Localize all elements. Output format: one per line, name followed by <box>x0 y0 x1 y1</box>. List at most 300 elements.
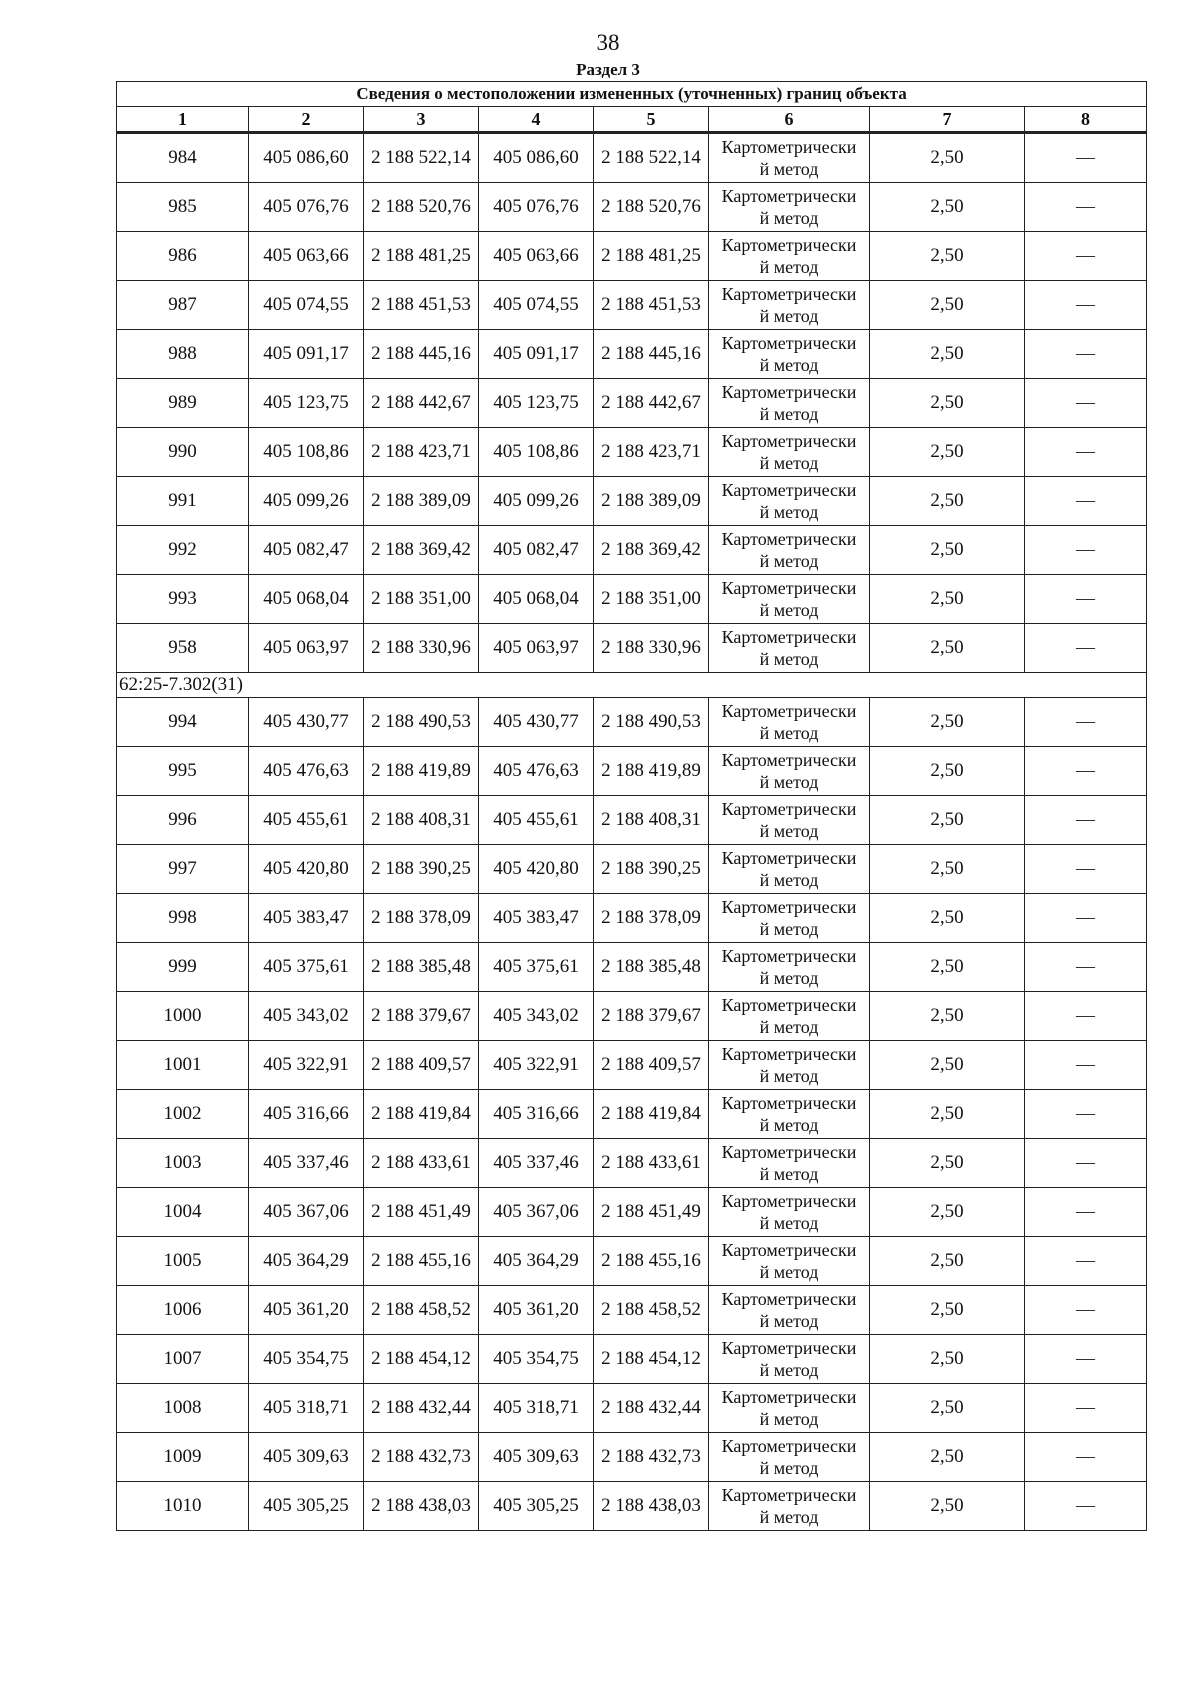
method-line: Картометрически <box>721 897 857 917</box>
table-row <box>117 1384 1147 1433</box>
method-line: й метод <box>759 1458 819 1478</box>
method-line: Картометрически <box>721 186 857 206</box>
point-number: 992 <box>117 526 249 575</box>
table-row <box>117 477 1147 526</box>
point-number: 994 <box>117 698 249 747</box>
table-row <box>117 894 1147 943</box>
column-header-row <box>117 107 1147 133</box>
description: — <box>1025 183 1147 232</box>
column-header: 5 <box>594 107 709 133</box>
method-line: й метод <box>759 1017 819 1037</box>
x-existing: 405 383,47 <box>249 894 364 943</box>
y-refined: 2 188 409,57 <box>594 1041 709 1090</box>
point-number: 1002 <box>117 1090 249 1139</box>
y-refined: 2 188 442,67 <box>594 379 709 428</box>
accuracy: 2,50 <box>870 845 1025 894</box>
x-refined: 405 367,06 <box>479 1188 594 1237</box>
x-refined: 405 420,80 <box>479 845 594 894</box>
y-existing: 2 188 442,67 <box>364 379 479 428</box>
x-existing: 405 343,02 <box>249 992 364 1041</box>
coordinates-table <box>116 81 1147 1531</box>
table-row <box>117 183 1147 232</box>
table-row <box>117 1433 1147 1482</box>
method-line: Картометрически <box>721 1093 857 1113</box>
y-refined: 2 188 520,76 <box>594 183 709 232</box>
accuracy: 2,50 <box>870 747 1025 796</box>
table-row <box>117 943 1147 992</box>
method-line: й метод <box>759 1311 819 1331</box>
y-existing: 2 188 389,09 <box>364 477 479 526</box>
x-existing: 405 354,75 <box>249 1335 364 1384</box>
y-refined: 2 188 419,89 <box>594 747 709 796</box>
method-line: й метод <box>759 306 819 326</box>
y-refined: 2 188 385,48 <box>594 943 709 992</box>
y-existing: 2 188 432,44 <box>364 1384 479 1433</box>
table-row <box>117 133 1147 183</box>
table-row <box>117 428 1147 477</box>
point-number: 1005 <box>117 1237 249 1286</box>
method-cell <box>709 845 870 894</box>
method-line: Картометрически <box>721 1142 857 1162</box>
column-header: 7 <box>870 107 1025 133</box>
method-cell <box>709 992 870 1041</box>
x-refined: 405 309,63 <box>479 1433 594 1482</box>
accuracy: 2,50 <box>870 698 1025 747</box>
accuracy: 2,50 <box>870 281 1025 330</box>
x-refined: 405 364,29 <box>479 1237 594 1286</box>
method-cell <box>709 428 870 477</box>
x-refined: 405 337,46 <box>479 1139 594 1188</box>
point-number: 1010 <box>117 1482 249 1531</box>
y-refined: 2 188 451,53 <box>594 281 709 330</box>
x-refined: 405 068,04 <box>479 575 594 624</box>
accuracy: 2,50 <box>870 183 1025 232</box>
x-existing: 405 337,46 <box>249 1139 364 1188</box>
y-existing: 2 188 458,52 <box>364 1286 479 1335</box>
x-refined: 405 108,86 <box>479 428 594 477</box>
accuracy: 2,50 <box>870 379 1025 428</box>
x-existing: 405 367,06 <box>249 1188 364 1237</box>
method-cell <box>709 330 870 379</box>
point-number: 987 <box>117 281 249 330</box>
method-line: Картометрически <box>721 1240 857 1260</box>
table-row <box>117 1286 1147 1335</box>
method-line: Картометрически <box>721 284 857 304</box>
method-line: Картометрически <box>721 1289 857 1309</box>
method-line: й метод <box>759 208 819 228</box>
method-line: Картометрически <box>721 1436 857 1456</box>
method-cell <box>709 1384 870 1433</box>
x-existing: 405 099,26 <box>249 477 364 526</box>
table-row <box>117 1041 1147 1090</box>
x-refined: 405 063,66 <box>479 232 594 281</box>
method-line: Картометрически <box>721 431 857 451</box>
table-row <box>117 1335 1147 1384</box>
description: — <box>1025 943 1147 992</box>
x-existing: 405 074,55 <box>249 281 364 330</box>
table-row <box>117 845 1147 894</box>
y-existing: 2 188 379,67 <box>364 992 479 1041</box>
method-cell <box>709 1286 870 1335</box>
column-header: 4 <box>479 107 594 133</box>
description: — <box>1025 1335 1147 1384</box>
description: — <box>1025 1286 1147 1335</box>
y-refined: 2 188 351,00 <box>594 575 709 624</box>
accuracy: 2,50 <box>870 1139 1025 1188</box>
method-line: й метод <box>759 1164 819 1184</box>
description: — <box>1025 1041 1147 1090</box>
method-cell <box>709 1237 870 1286</box>
point-number: 998 <box>117 894 249 943</box>
x-refined: 405 375,61 <box>479 943 594 992</box>
method-line: й метод <box>759 968 819 988</box>
y-refined: 2 188 432,44 <box>594 1384 709 1433</box>
description: — <box>1025 1139 1147 1188</box>
method-line: й метод <box>759 502 819 522</box>
accuracy: 2,50 <box>870 1433 1025 1482</box>
description: — <box>1025 1237 1147 1286</box>
method-cell <box>709 1041 870 1090</box>
description: — <box>1025 1090 1147 1139</box>
accuracy: 2,50 <box>870 624 1025 673</box>
method-line: й метод <box>759 723 819 743</box>
accuracy: 2,50 <box>870 330 1025 379</box>
x-existing: 405 322,91 <box>249 1041 364 1090</box>
x-existing: 405 063,97 <box>249 624 364 673</box>
method-cell <box>709 796 870 845</box>
description: — <box>1025 232 1147 281</box>
table-row <box>117 1237 1147 1286</box>
accuracy: 2,50 <box>870 1335 1025 1384</box>
method-cell <box>709 698 870 747</box>
accuracy: 2,50 <box>870 1188 1025 1237</box>
method-line: Картометрически <box>721 529 857 549</box>
y-refined: 2 188 419,84 <box>594 1090 709 1139</box>
method-line: й метод <box>759 1409 819 1429</box>
y-existing: 2 188 378,09 <box>364 894 479 943</box>
point-number: 988 <box>117 330 249 379</box>
x-refined: 405 455,61 <box>479 796 594 845</box>
table-row <box>117 330 1147 379</box>
method-line: й метод <box>759 600 819 620</box>
table-row <box>117 1188 1147 1237</box>
method-line: Картометрически <box>721 946 857 966</box>
x-existing: 405 316,66 <box>249 1090 364 1139</box>
method-line: й метод <box>759 821 819 841</box>
method-line: Картометрически <box>721 1387 857 1407</box>
x-refined: 405 354,75 <box>479 1335 594 1384</box>
table-row <box>117 796 1147 845</box>
method-cell <box>709 232 870 281</box>
x-refined: 405 361,20 <box>479 1286 594 1335</box>
x-existing: 405 318,71 <box>249 1384 364 1433</box>
method-line: Картометрически <box>721 1338 857 1358</box>
method-line: Картометрически <box>721 701 857 721</box>
y-refined: 2 188 369,42 <box>594 526 709 575</box>
column-header: 2 <box>249 107 364 133</box>
accuracy: 2,50 <box>870 1090 1025 1139</box>
point-number: 997 <box>117 845 249 894</box>
description: — <box>1025 992 1147 1041</box>
method-line: й метод <box>759 1507 819 1527</box>
description: — <box>1025 330 1147 379</box>
method-line: й метод <box>759 1360 819 1380</box>
description: — <box>1025 1384 1147 1433</box>
x-existing: 405 309,63 <box>249 1433 364 1482</box>
x-refined: 405 086,60 <box>479 133 594 183</box>
method-line: Картометрически <box>721 578 857 598</box>
x-existing: 405 375,61 <box>249 943 364 992</box>
table-title-row <box>117 82 1147 107</box>
point-number: 1006 <box>117 1286 249 1335</box>
point-number: 1008 <box>117 1384 249 1433</box>
x-refined: 405 063,97 <box>479 624 594 673</box>
y-existing: 2 188 419,89 <box>364 747 479 796</box>
y-existing: 2 188 419,84 <box>364 1090 479 1139</box>
method-line: Картометрически <box>721 750 857 770</box>
y-refined: 2 188 408,31 <box>594 796 709 845</box>
table-row <box>117 526 1147 575</box>
y-existing: 2 188 409,57 <box>364 1041 479 1090</box>
x-existing: 405 086,60 <box>249 133 364 183</box>
x-existing: 405 108,86 <box>249 428 364 477</box>
y-existing: 2 188 438,03 <box>364 1482 479 1531</box>
x-existing: 405 076,76 <box>249 183 364 232</box>
column-header: 3 <box>364 107 479 133</box>
table-row <box>117 281 1147 330</box>
method-line: й метод <box>759 870 819 890</box>
accuracy: 2,50 <box>870 894 1025 943</box>
method-cell <box>709 1188 870 1237</box>
point-number: 1001 <box>117 1041 249 1090</box>
y-refined: 2 188 458,52 <box>594 1286 709 1335</box>
accuracy: 2,50 <box>870 232 1025 281</box>
y-refined: 2 188 481,25 <box>594 232 709 281</box>
description: — <box>1025 133 1147 183</box>
method-cell <box>709 747 870 796</box>
y-refined: 2 188 522,14 <box>594 133 709 183</box>
description: — <box>1025 477 1147 526</box>
x-refined: 405 099,26 <box>479 477 594 526</box>
method-line: й метод <box>759 257 819 277</box>
method-line: Картометрически <box>721 1044 857 1064</box>
method-line: Картометрически <box>721 382 857 402</box>
method-cell <box>709 133 870 183</box>
method-cell <box>709 477 870 526</box>
y-refined: 2 188 455,16 <box>594 1237 709 1286</box>
y-existing: 2 188 445,16 <box>364 330 479 379</box>
point-number: 993 <box>117 575 249 624</box>
accuracy: 2,50 <box>870 428 1025 477</box>
method-line: й метод <box>759 1115 819 1135</box>
table-row <box>117 1090 1147 1139</box>
x-existing: 405 420,80 <box>249 845 364 894</box>
method-line: й метод <box>759 159 819 179</box>
y-existing: 2 188 351,00 <box>364 575 479 624</box>
y-refined: 2 188 379,67 <box>594 992 709 1041</box>
column-header: 1 <box>117 107 249 133</box>
table-row <box>117 232 1147 281</box>
x-existing: 405 305,25 <box>249 1482 364 1531</box>
method-cell <box>709 281 870 330</box>
y-refined: 2 188 432,73 <box>594 1433 709 1482</box>
description: — <box>1025 747 1147 796</box>
method-line: й метод <box>759 919 819 939</box>
x-refined: 405 316,66 <box>479 1090 594 1139</box>
point-number: 984 <box>117 133 249 183</box>
accuracy: 2,50 <box>870 796 1025 845</box>
point-number: 999 <box>117 943 249 992</box>
method-cell <box>709 894 870 943</box>
point-number: 986 <box>117 232 249 281</box>
table-row <box>117 992 1147 1041</box>
method-line: Картометрически <box>721 1485 857 1505</box>
accuracy: 2,50 <box>870 133 1025 183</box>
x-refined: 405 074,55 <box>479 281 594 330</box>
method-line: Картометрически <box>721 1191 857 1211</box>
accuracy: 2,50 <box>870 526 1025 575</box>
column-header: 6 <box>709 107 870 133</box>
accuracy: 2,50 <box>870 1041 1025 1090</box>
y-existing: 2 188 490,53 <box>364 698 479 747</box>
description: — <box>1025 1482 1147 1531</box>
y-refined: 2 188 438,03 <box>594 1482 709 1531</box>
y-existing: 2 188 408,31 <box>364 796 479 845</box>
description: — <box>1025 428 1147 477</box>
method-line: Картометрически <box>721 235 857 255</box>
y-existing: 2 188 451,53 <box>364 281 479 330</box>
method-line: Картометрически <box>721 799 857 819</box>
accuracy: 2,50 <box>870 477 1025 526</box>
table-row <box>117 1482 1147 1531</box>
y-existing: 2 188 454,12 <box>364 1335 479 1384</box>
point-number: 1004 <box>117 1188 249 1237</box>
method-cell <box>709 526 870 575</box>
y-refined: 2 188 433,61 <box>594 1139 709 1188</box>
x-existing: 405 455,61 <box>249 796 364 845</box>
point-number: 991 <box>117 477 249 526</box>
y-refined: 2 188 423,71 <box>594 428 709 477</box>
x-existing: 405 082,47 <box>249 526 364 575</box>
accuracy: 2,50 <box>870 943 1025 992</box>
page-number: 38 <box>596 30 620 55</box>
y-existing: 2 188 451,49 <box>364 1188 479 1237</box>
y-refined: 2 188 451,49 <box>594 1188 709 1237</box>
point-number: 995 <box>117 747 249 796</box>
method-line: Картометрически <box>721 480 857 500</box>
x-refined: 405 343,02 <box>479 992 594 1041</box>
y-existing: 2 188 522,14 <box>364 133 479 183</box>
x-existing: 405 364,29 <box>249 1237 364 1286</box>
method-cell <box>709 575 870 624</box>
method-line: Картометрически <box>721 995 857 1015</box>
point-number: 996 <box>117 796 249 845</box>
x-refined: 405 318,71 <box>479 1384 594 1433</box>
parcel-separator-row <box>117 673 1147 698</box>
point-number: 1000 <box>117 992 249 1041</box>
y-refined: 2 188 389,09 <box>594 477 709 526</box>
accuracy: 2,50 <box>870 992 1025 1041</box>
x-existing: 405 476,63 <box>249 747 364 796</box>
description: — <box>1025 894 1147 943</box>
table-row <box>117 575 1147 624</box>
accuracy: 2,50 <box>870 1286 1025 1335</box>
x-refined: 405 430,77 <box>479 698 594 747</box>
point-number: 990 <box>117 428 249 477</box>
table-row <box>117 747 1147 796</box>
method-cell <box>709 379 870 428</box>
y-existing: 2 188 423,71 <box>364 428 479 477</box>
method-line: й метод <box>759 1262 819 1282</box>
method-line: й метод <box>759 772 819 792</box>
description: — <box>1025 796 1147 845</box>
x-refined: 405 123,75 <box>479 379 594 428</box>
method-line: Картометрически <box>721 848 857 868</box>
description: — <box>1025 281 1147 330</box>
point-number: 1003 <box>117 1139 249 1188</box>
method-cell <box>709 1139 870 1188</box>
description: — <box>1025 1188 1147 1237</box>
y-existing: 2 188 369,42 <box>364 526 479 575</box>
x-existing: 405 091,17 <box>249 330 364 379</box>
method-cell <box>709 1433 870 1482</box>
method-cell <box>709 183 870 232</box>
x-refined: 405 322,91 <box>479 1041 594 1090</box>
y-existing: 2 188 330,96 <box>364 624 479 673</box>
x-refined: 405 305,25 <box>479 1482 594 1531</box>
x-existing: 405 123,75 <box>249 379 364 428</box>
x-refined: 405 082,47 <box>479 526 594 575</box>
y-refined: 2 188 445,16 <box>594 330 709 379</box>
description: — <box>1025 698 1147 747</box>
column-header: 8 <box>1025 107 1147 133</box>
description: — <box>1025 1433 1147 1482</box>
x-existing: 405 068,04 <box>249 575 364 624</box>
method-line: й метод <box>759 404 819 424</box>
description: — <box>1025 379 1147 428</box>
method-line: й метод <box>759 355 819 375</box>
method-line: й метод <box>759 1213 819 1233</box>
table-row <box>117 698 1147 747</box>
method-line: й метод <box>759 1066 819 1086</box>
description: — <box>1025 526 1147 575</box>
accuracy: 2,50 <box>870 1482 1025 1531</box>
y-existing: 2 188 455,16 <box>364 1237 479 1286</box>
method-line: Картометрически <box>721 137 857 157</box>
y-refined: 2 188 490,53 <box>594 698 709 747</box>
table-title: Сведения о местоположении измененных (уточненных) границ объекта <box>117 82 1147 107</box>
y-refined: 2 188 330,96 <box>594 624 709 673</box>
point-number: 989 <box>117 379 249 428</box>
accuracy: 2,50 <box>870 1384 1025 1433</box>
y-refined: 2 188 390,25 <box>594 845 709 894</box>
y-existing: 2 188 432,73 <box>364 1433 479 1482</box>
x-existing: 405 430,77 <box>249 698 364 747</box>
y-existing: 2 188 433,61 <box>364 1139 479 1188</box>
y-refined: 2 188 454,12 <box>594 1335 709 1384</box>
method-cell <box>709 1090 870 1139</box>
x-refined: 405 076,76 <box>479 183 594 232</box>
accuracy: 2,50 <box>870 575 1025 624</box>
method-line: й метод <box>759 453 819 473</box>
x-refined: 405 476,63 <box>479 747 594 796</box>
method-line: й метод <box>759 649 819 669</box>
parcel-number: 62:25-7.302(31) <box>117 673 1147 698</box>
description: — <box>1025 845 1147 894</box>
method-cell <box>709 943 870 992</box>
point-number: 985 <box>117 183 249 232</box>
y-existing: 2 188 520,76 <box>364 183 479 232</box>
